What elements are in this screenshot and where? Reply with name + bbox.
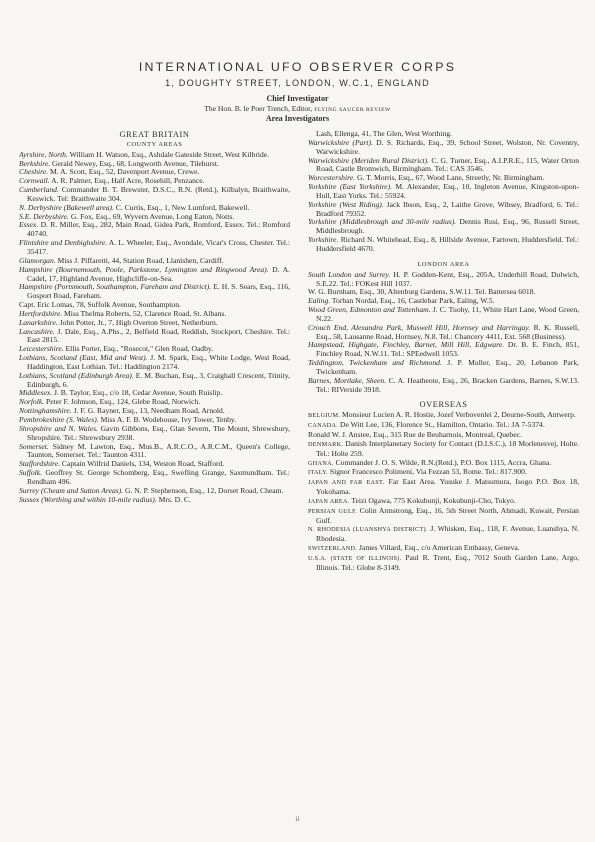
entry-region: ITALY.	[308, 469, 328, 477]
investigator-entry	[308, 183, 579, 201]
investigator-entry	[308, 525, 579, 544]
entry-region: Essex.	[19, 220, 39, 230]
entry-details: Miss A. F. B. Wodehouse, Ivy Tower, Tenby.	[98, 415, 237, 424]
entry-region: Ayrshire, North.	[19, 149, 68, 159]
investigator-entry	[308, 341, 579, 359]
investigator-entry	[19, 328, 290, 346]
entry-details: G. N. P. Stephenson, Esq., 12, Dorset Road, Cheam.	[123, 485, 284, 495]
investigator-entry	[308, 139, 579, 157]
entry-details: Mrs. D. C.	[156, 494, 191, 504]
entry-details: G. T. Morris, Esq., 67, Wood Lane, Streetly, Nr. Birmingham.	[355, 173, 545, 183]
entry-details: John Potter, Jr., 7, High Overton Street, Netherburn.	[57, 317, 218, 327]
entry-details: Gavin Gibbons, Esq., Glan Severn, The Mount, Shrewsbury, Shropshire. Tel.: Shrewsbury 2938.	[27, 423, 290, 442]
entry-region: Yorkshire (Middlesbrough and 30-mile radius).	[308, 217, 457, 227]
publication-name: FLYING SAUCER REVIEW	[314, 107, 391, 113]
chief-investigator-name	[0, 104, 595, 113]
entry-region: CANADA.	[308, 422, 339, 430]
investigator-entry	[308, 440, 579, 459]
entry-details: Danish Interplanetary Society for Contact (D.I.S.C.), 18 Morlenesvej, Holte. Tel.: Holte 259.	[316, 438, 579, 458]
chief-investigator-heading: Chief Investigator	[266, 94, 329, 103]
entry-details: Ronald W. J. Anstee, Esq., 315 Rue de Beuharnois, Montreal, Quebec.	[308, 430, 522, 439]
entry-region: Staffordshire.	[19, 459, 60, 469]
section-title-overseas: OVERSEAS	[419, 400, 468, 410]
entry-region: Barnes, Mortlake, Sheen.	[308, 375, 387, 385]
investigator-entry	[308, 324, 579, 342]
investigator-entry	[19, 239, 290, 257]
county-entries-continued	[308, 130, 579, 254]
entry-region: Lothians, Scotland (Edinburgh Area).	[19, 370, 134, 380]
entry-region: Somerset.	[19, 441, 49, 451]
entry-details: Monsieur Lucien A. R. Hostie, Jozef Verbovenlei 2, Deurne-South, Antwerp.	[340, 410, 576, 420]
organisation-address: 1, DOUGHTY STREET, LONDON, W.C.1, ENGLAND	[165, 78, 430, 88]
investigator-entry	[308, 236, 579, 254]
entry-details: Capt. Eric Lomas, 78, Suffolk Avenue, Southampton.	[19, 300, 181, 310]
page-number: ii	[295, 815, 300, 823]
section-title-london-area: LONDON AREA	[417, 260, 470, 268]
entry-details: Commander B. T. Brewster, D.S.C., R.N. (Retd.), Kilbalyn, Braithwaite, Keswick. Tel: Braithwaite 304.	[27, 185, 290, 203]
entry-details: Dr. B. E. Finch, 851, Finchley Road, N.W.11. Tel.: SPEedwell 1053.	[316, 340, 579, 359]
entry-details: Torban Nordal, Esq., 16, Castlebar Park, Ealing, W.5.	[330, 296, 495, 306]
entry-region: Lothians, Scotland (East, Mid and West).	[19, 353, 148, 363]
entry-region: Yorkshire (West Riding).	[308, 199, 384, 209]
entry-details: C. A. Heatheote, Esq., 26, Bracken Gardens, Barnes, S.W.13. Tel.: RIVerside 3918.	[316, 375, 579, 394]
entry-region: Teddington, Twickenham and Richmond.	[308, 358, 442, 368]
entry-region: U.S.A. (STATE OF ILLINOIS).	[308, 554, 402, 562]
investigator-entry	[19, 469, 290, 487]
investigator-entry	[308, 218, 579, 236]
entry-region: Shropshire and N. Wales.	[19, 423, 98, 433]
entry-details: D. S. Richards, Esq., 39, School Street, Wolston, Nr. Coventry, Warwickshire.	[316, 137, 579, 156]
investigator-entry	[19, 186, 290, 204]
entry-region: Sussex (Worthing and within 10-mile radius).	[19, 494, 157, 504]
entry-region: Cornwall.	[19, 176, 50, 186]
entry-region: SWITZERLAND.	[308, 545, 358, 553]
entry-region: DENMARK.	[308, 440, 344, 448]
entry-details: H. P. Godden-Kent, Esq., 205A, Underhill Road, Dulwich, S.E.22. Tel.: FOKest Hill 1037.	[316, 269, 579, 288]
entry-details: Paul R. Trent, Esq., 7012 South Garden Lane, Argo, Illinois. Tel.: Globe 8-3149.	[316, 552, 579, 572]
entry-region: Glamorgan.	[19, 255, 56, 265]
entry-details: D. R. Miller, Esq., 282, Main Road, Gidea Park, Romford, Essex. Tel.: Romford 40740.	[27, 220, 290, 239]
entry-region: Cumberland.	[19, 185, 59, 195]
entry-region: Cheshire.	[19, 167, 49, 177]
section-subtitle-county-areas: COUNTY AREAS	[126, 140, 183, 148]
investigator-entry	[308, 554, 579, 573]
entry-details: A. L. Wheeler, Esq., Avondale, Vicar's Cross, Chester. Tel.: 35417.	[27, 238, 290, 256]
entry-details: E. H. S. Sears, Esq., 116, Gosport Road, Fareham.	[27, 282, 290, 301]
entry-region: N. Derbyshire (Bakewell area).	[19, 202, 114, 212]
entry-details: Peter F. Johnson, Esq., 124, Glebe Road, Norwich.	[44, 397, 201, 407]
county-entries-list	[19, 151, 290, 505]
entry-region: Lanarkshire.	[19, 317, 58, 327]
entry-details: William H. Watson, Esq., Ashdale Gateside Street, West Kilbride.	[67, 149, 270, 159]
entry-details: De Witt Lee, 136, Florence St., Hamilton, Ontario. Tel.: JA 7-5374.	[338, 420, 545, 430]
entry-region: Nottinghamshire.	[19, 406, 72, 416]
overseas-entries-list	[308, 411, 579, 572]
entry-details: J. C. Tuohy, 11, White Hart Lane, Wood Green, N.22.	[316, 305, 580, 323]
entry-details: Captain Wilfrid Daniels, 134, Weston Road, Stafford.	[60, 459, 225, 469]
entry-details: Jack Ibson, Esq., 2, Laithe Grove, Wibsey, Bradford, 6. Tel.: Bradford 79352.	[316, 199, 580, 218]
entry-region: Lancashire.	[19, 326, 55, 336]
investigator-entry	[308, 306, 579, 324]
entry-details: Richard N. Whitehead, Esq., 8, Hillside Avenue, Fartown, Huddersfield. Tel.: Huddersfield 4670.	[316, 235, 579, 253]
investigator-entry	[308, 359, 579, 377]
entry-details: Miss J. Piffaretti, 44, Station Road, Llanishen, Cardiff.	[55, 255, 224, 265]
entry-details: M. Alexander, Esq., 10, Ingleton Avenue, Kingston-upon-Hull, East Yorks. Tel.: 55924.	[316, 182, 579, 200]
entry-details: Geoffrey St. George Schomberg, Esq., Swefling Grange, Saxmundham. Tel.: Rendham 496.	[27, 468, 290, 486]
entry-region: Berkshire.	[19, 158, 51, 168]
entry-region: South London and Surrey.	[308, 269, 391, 279]
entry-region: Wood Green, Edmonton and Tottenham.	[308, 305, 431, 315]
entry-region: S.E. Derbyshire.	[19, 211, 69, 221]
entry-region: Middlesex.	[19, 388, 53, 398]
entry-region: Hertfordshire.	[19, 308, 63, 318]
chief-investigator-text: The Hon. B. le Poer Trench, Editor,	[204, 104, 313, 113]
entry-region: Worcestershire.	[308, 173, 356, 183]
right-column	[308, 130, 579, 573]
entry-region: Pembrokeshire (S. Wales).	[19, 415, 99, 424]
investigator-entry	[19, 496, 290, 505]
entry-details: E. M. Buchan, Esq., 3, Craighall Crescent, Trinity, Edinburgh, 6.	[27, 370, 290, 389]
entry-region: N. RHODESIA (LUANSHYA DISTRICT).	[308, 526, 428, 534]
entry-details: R. K. Russell, Esq., 58, Lausanne Road, Hornsey, N.8. Tel.: Chancery 4411, Ext. 568 (Business).	[316, 322, 580, 341]
entry-region: PERSIAN GULF.	[308, 507, 358, 515]
entry-details: Miss Thelma Roberts, 52, Clarence Road, St. Albans.	[62, 308, 227, 318]
entry-details: C. G. Turner, Esq., A.I.P.R.E., 115, Water Orton Road, Castle Bromwich, Birmingham. Tel.: CAS 3546.	[316, 155, 579, 174]
investigator-entry	[19, 354, 290, 372]
entry-details: A. R. Palmer, Esq., Half Acre, Rosehill, Penzance.	[49, 176, 205, 186]
entry-details: J. F. G. Rayner, Esq., 13, Needham Road, Arnold.	[71, 406, 225, 416]
investigator-entry	[19, 443, 290, 461]
entry-details: Lash, Ellenga, 41, The Glen, West Worthing.	[316, 129, 453, 138]
entry-details: M. A. Scott, Esq., 52, Davenport Avenue, Crewe.	[48, 167, 200, 177]
entry-details: Gerald Newey, Esq., 68, Longworth Avenue, Tilehurst.	[50, 158, 219, 168]
entry-region: Hampshire (Bournemouth, Poole, Parkstone, Lymington and Ringwood Area).	[19, 264, 269, 274]
entry-region: Norfolk.	[19, 397, 45, 407]
investigator-entry	[19, 283, 290, 301]
entry-details: Sidney M. Lawton, Esq., Mus.B., A.R.C.O., A.R.C.M., Queen's College, Taunton, Somerset. Tel.: Taunton 4311.	[27, 441, 290, 460]
entry-details: W. G. Burnham, Esq., 30, Altenburg Gardens, S.W.11. Tel. Battersea 6018.	[308, 287, 536, 297]
entry-details: D. A. Cadel, 17, Highland Avenue, Highcliffe-on-Sea.	[27, 264, 290, 283]
entry-details: Dennis Rusi, Esq., 96, Russell Street, Middlesbrough.	[316, 217, 579, 236]
entry-details: J. P. Muller, Esq., 20, Lebanon Park, Twickenham.	[316, 358, 580, 376]
entry-region: Leicestershire.	[19, 344, 64, 354]
investigator-entry	[308, 377, 579, 395]
entry-region: GHANA.	[308, 459, 334, 467]
entry-region: Warwickshire (Meriden Rural District).	[308, 155, 430, 165]
entry-details: G. Fox, Esq., 69, Wyvern Avenue, Long Eaton, Notts.	[68, 211, 235, 221]
investigator-entry	[308, 478, 579, 497]
investigator-entry	[308, 157, 579, 175]
investigator-entry	[308, 507, 579, 526]
entry-region: Yorkshire (East Yorkshire).	[308, 182, 393, 192]
entry-details: Far East Area. Yusuke J. Matsumura, Isogo P.O. Box 18, Yokohama.	[316, 477, 579, 497]
entry-region: Warwickshire (Part).	[308, 137, 373, 147]
entry-region: Crouch End, Alexandra Park, Muswell Hill, Hornsey and Harringay.	[308, 322, 531, 332]
investigator-entry	[19, 221, 290, 239]
entry-region: Hampstead, Highgate, Finchley, Barnet, Mill Hill, Edgware.	[308, 340, 505, 350]
entry-details: Commander J. O. S. Wilde, R.N.(Retd.), P.O. Box 1115, Accra, Ghana.	[333, 457, 552, 467]
entry-details: J. Dale, Esq., A.Phs., 2, Belfield Road, Reddish, Stockport, Cheshire. Tel.: East 2815.	[27, 326, 290, 345]
entry-details: Ellis Porter, Esq., "Rosecot," Glen Road, Oadby.	[63, 344, 214, 354]
investigator-entry	[19, 372, 290, 390]
section-title-great-britain: GREAT BRITAIN	[119, 130, 190, 139]
investigator-entry	[19, 266, 290, 284]
page-title: INTERNATIONAL UFO OBSERVER CORPS	[138, 60, 457, 74]
entry-details: Signor Francesco Polimeni, Via Fezzan 53, Rome. Tel.: 817.900.	[328, 467, 527, 477]
entry-details: C. Curtis, Esq., 1, New Lumford, Bakewell.	[113, 202, 250, 212]
left-column	[19, 130, 290, 504]
entry-region: Ealing.	[308, 296, 331, 306]
investigator-entry	[308, 271, 579, 289]
entry-region: JAPAN AREA.	[308, 497, 350, 505]
entry-region: Suffolk.	[19, 468, 42, 478]
area-investigators-heading: Area Investigators	[265, 114, 330, 123]
entry-details: J. Whisken, Esq., 118, F. Avenue, Luanshya, N. Rhodesia.	[316, 524, 579, 544]
entry-details: J. B. Taylor, Esq., c/o 18, Cedar Avenue, South Ruislip.	[52, 388, 223, 398]
entry-region: JAPAN AND FAR EAST.	[308, 479, 385, 487]
entry-details: Teizi Ogawa, 775 Kokubunji, Kokubunji-Cho, Tokyo.	[349, 495, 516, 505]
london-entries-list	[308, 271, 579, 395]
entry-region: Flintshire and Denbighshire.	[19, 238, 108, 248]
entry-region: Yorkshire.	[308, 235, 339, 245]
investigator-entry	[308, 201, 579, 219]
entry-region: Hampshire (Portsmouth, Southampton, Fareham and District).	[19, 282, 212, 292]
entry-region: Surrey (Cheam and Sutton Areas).	[19, 485, 124, 495]
entry-region: BELGIUM.	[308, 412, 341, 420]
entry-details: Colin Armstrong, Esq., 16, 5th Street North, Ahmadi, Kuwait, Persian Gulf.	[316, 505, 579, 525]
page-header	[0, 60, 595, 123]
investigator-entry	[19, 425, 290, 443]
entry-details: J. M. Spark, Esq., White Lodge, West Road, Haddington, East Lothian. Tel.: Haddington 2174.	[27, 353, 291, 371]
entry-details: James Villard, Esq., c/o American Embassy, Geneva.	[357, 543, 520, 553]
